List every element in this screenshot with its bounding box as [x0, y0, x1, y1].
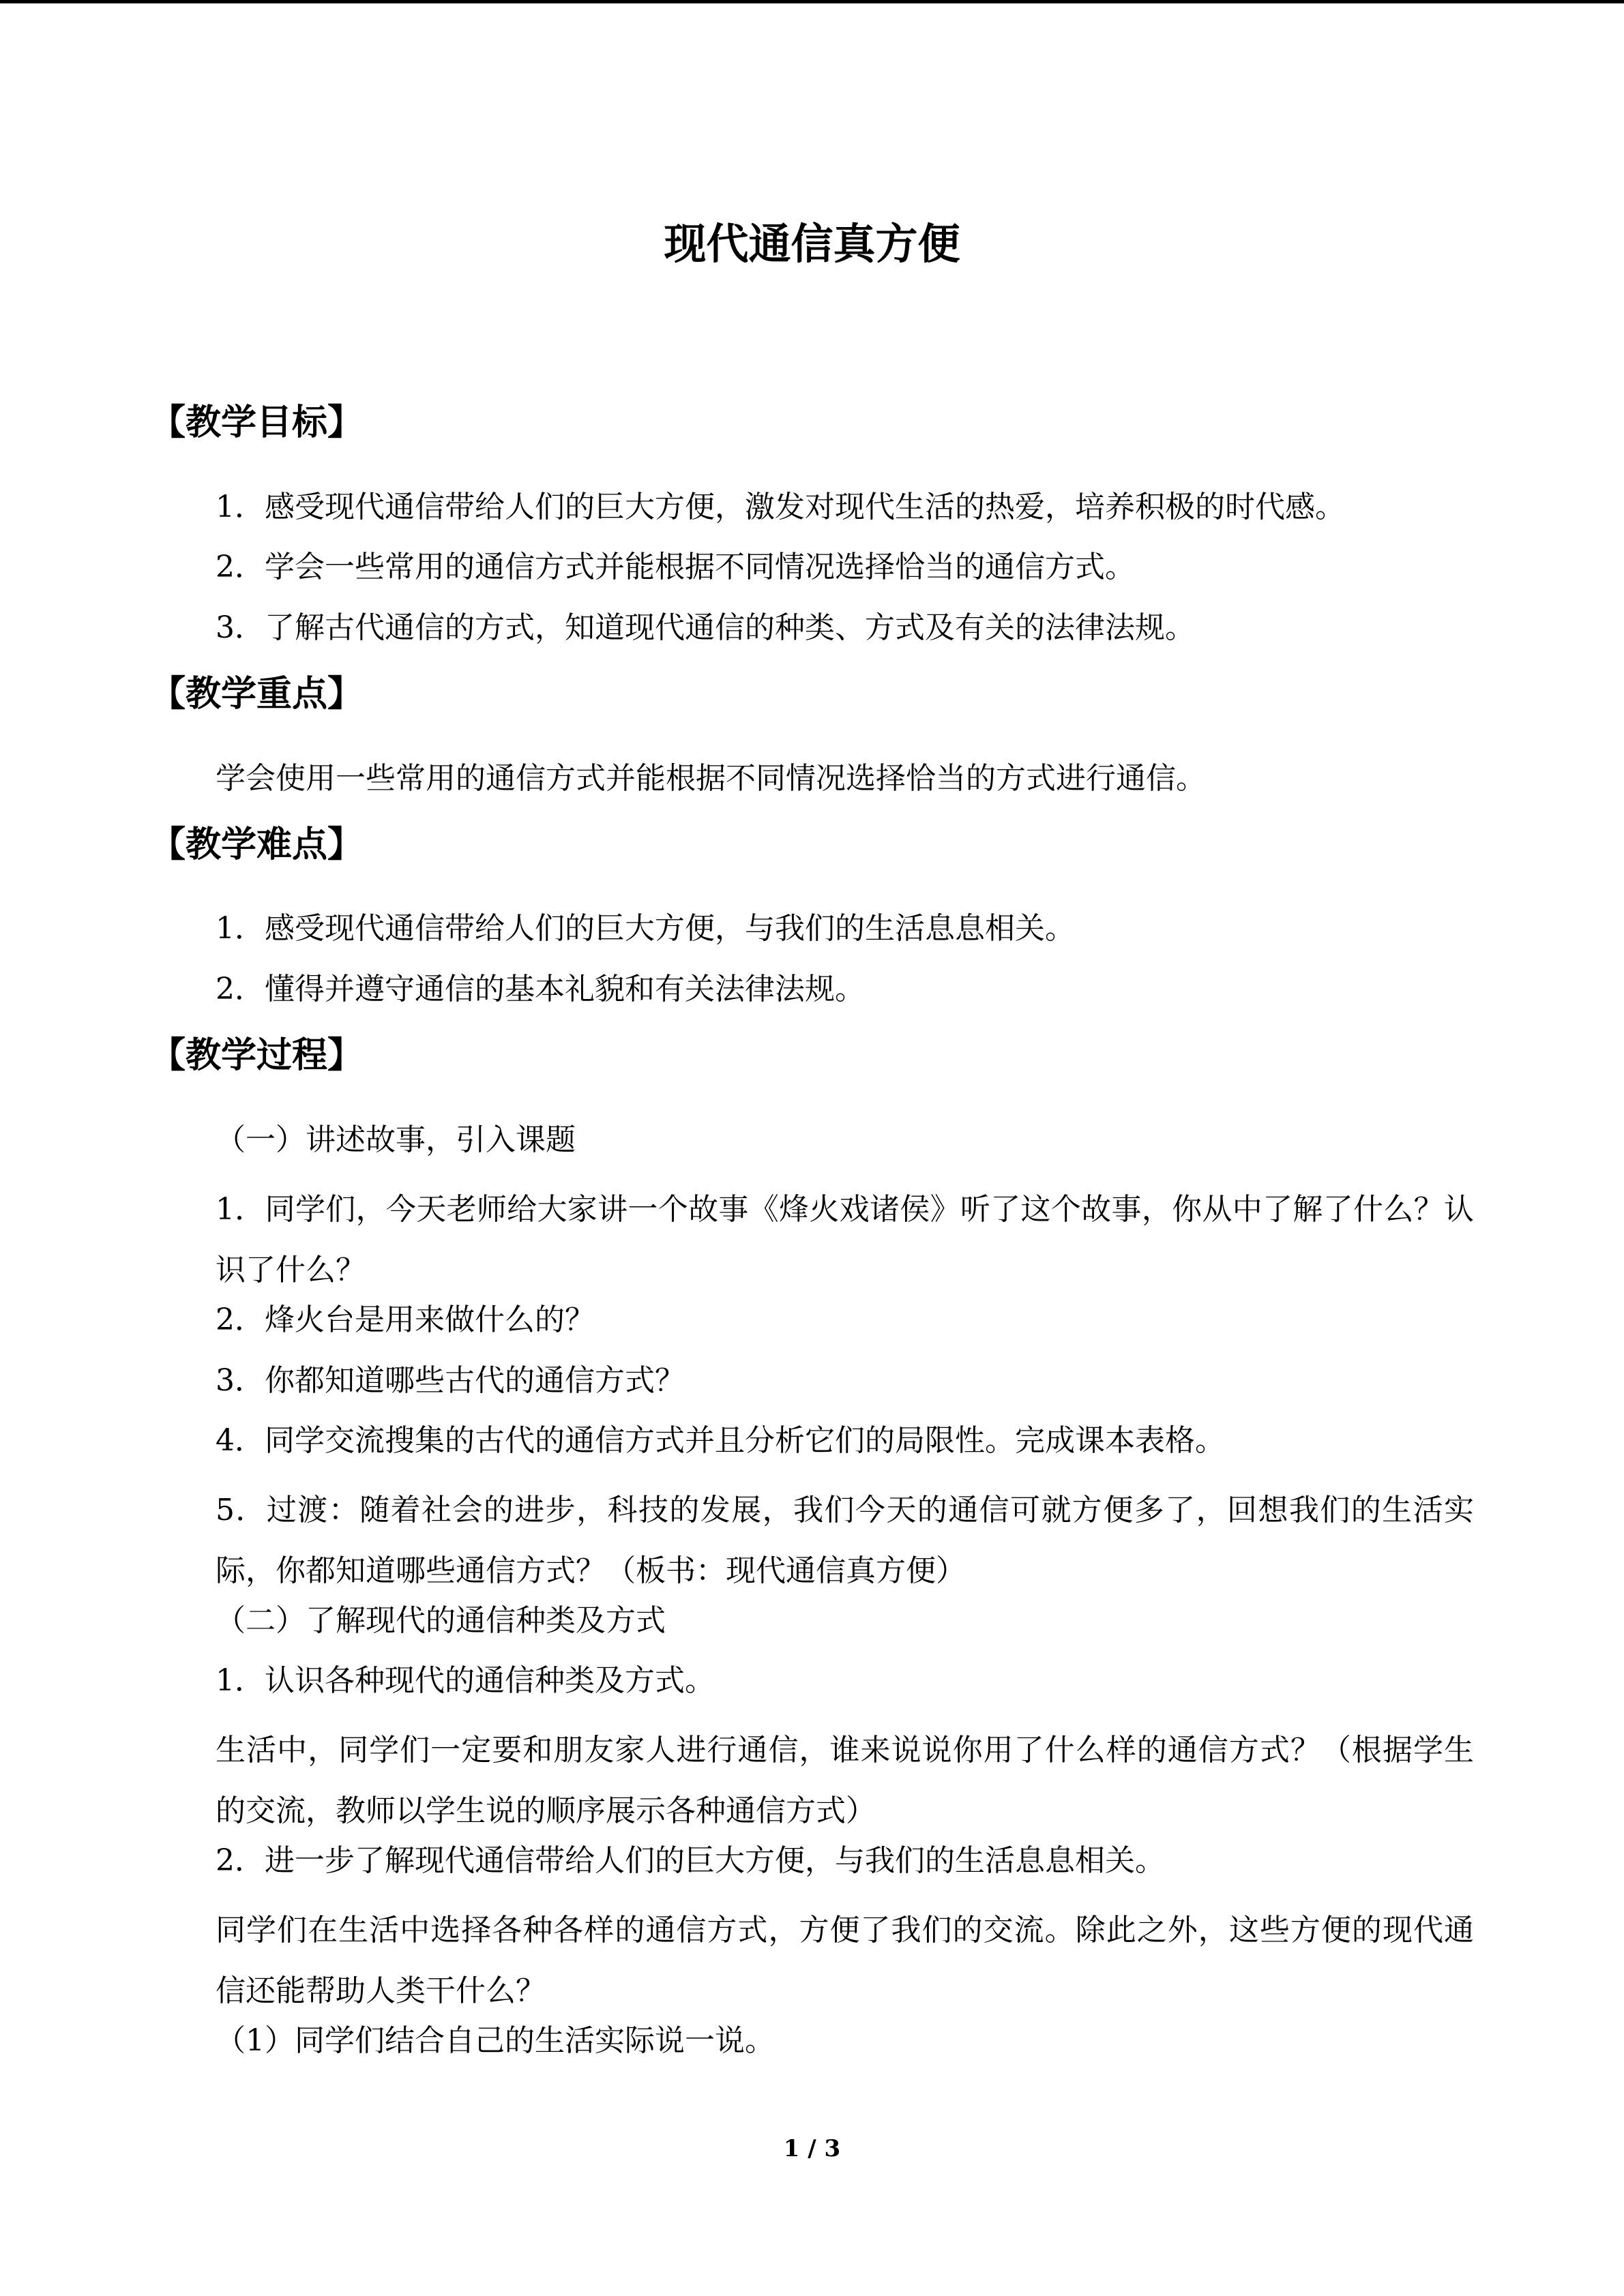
- objective-item-2: 2．学会一些常用的通信方式并能根据不同情况选择恰当的通信方式。: [216, 550, 1135, 584]
- process-paragraph-4: 4．同学交流搜集的古代的通信方式并且分析它们的局限性。完成课本表格。: [216, 1423, 1225, 1458]
- section-heading-key-points: 【教学重点】: [150, 674, 364, 715]
- process-paragraph-3: 3．你都知道哪些古代的通信方式？: [216, 1363, 685, 1398]
- section-heading-process: 【教学过程】: [150, 1035, 364, 1076]
- page-top-border: [0, 0, 1624, 3]
- objective-item-1: 1．感受现代通信带给人们的巨大方便，激发对现代生活的热爱，培养积极的时代感。: [216, 490, 1345, 524]
- page-title: 现代通信真方便: [664, 219, 960, 269]
- difficulty-item-2: 2．懂得并遵守通信的基本礼貌和有关法律法规。: [216, 972, 865, 1007]
- process-item-q2-text: 同学们在生活中选择各种各样的通信方式，方便了我们的交流。除此之外，这些方便的现代通信还能帮助人类干什么？: [216, 1913, 1474, 2008]
- key-points-text: 学会使用一些常用的通信方式并能根据不同情况选择恰当的方式进行通信。: [216, 761, 1206, 796]
- process-part1-title: （一）讲述故事，引入课题: [216, 1122, 576, 1157]
- section-heading-objectives: 【教学目标】: [150, 402, 364, 443]
- process-paragraph-2: 2．烽火台是用来做什么的？: [216, 1302, 595, 1337]
- section-heading-difficulties: 【教学难点】: [150, 824, 364, 865]
- process-item-q1: 1．认识各种现代的通信种类及方式。: [216, 1663, 715, 1698]
- process-part2-title: （二）了解现代的通信种类及方式: [216, 1603, 666, 1638]
- process-paragraph-1: 1．同学们，今天老师给大家讲一个故事《烽火戏诸侯》听了这个故事，你从中了解了什么？认识了什么？: [216, 1192, 1474, 1287]
- process-item-q1-text: 生活中，同学们一定要和朋友家人进行通信，谁来说说你用了什么样的通信方式？（根据学生的交流，教师以学生说的顺序展示各种通信方式）: [216, 1733, 1474, 1828]
- difficulty-item-1: 1．感受现代通信带给人们的巨大方便，与我们的生活息息相关。: [216, 911, 1075, 946]
- process-item-q2-sub1: （1）同学们结合自己的生活实际说一说。: [216, 2023, 775, 2058]
- process-paragraph-5: 5．过渡：随着社会的进步，科技的发展，我们今天的通信可就方便多了，回想我们的生活实际，你都知道哪些通信方式？（板书：现代通信真方便）: [216, 1493, 1474, 1588]
- objective-item-3: 3．了解古代通信的方式，知道现代通信的种类、方式及有关的法律法规。: [216, 610, 1195, 645]
- page-number: 1 / 3: [783, 2135, 841, 2162]
- process-item-q2: 2．进一步了解现代通信带给人们的巨大方便，与我们的生活息息相关。: [216, 1843, 1165, 1878]
